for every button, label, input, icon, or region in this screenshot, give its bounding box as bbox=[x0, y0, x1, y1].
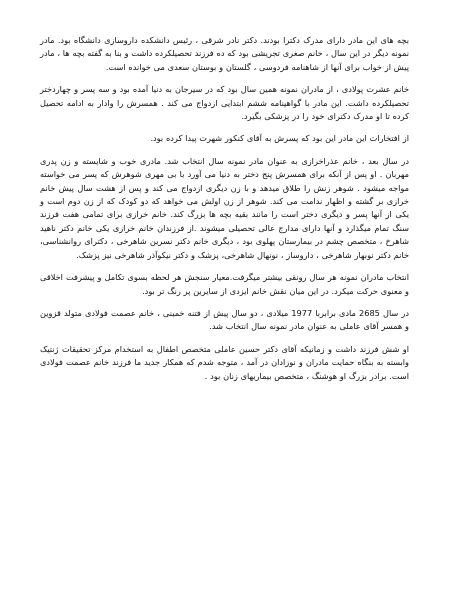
paragraph-5: انتخاب مادران نمونه هر سال رونقی بیشتر میگرفت.معیار سنجش هر لحظه بسوی تکامل و پیشرفت اخلاقی و معنوی حرکت میکرد. در این میان نقش خانم ایزدی از سایرین پر رنگ تر بود. bbox=[40, 272, 409, 296]
paragraph-4: در سال بعد ، خانم عذراخرازی به عنوان مادر نمونه سال انتخاب شد. مادری خوب و شایسته و زن پدری مهربان . او پس از آنکه برای همسرش پنج دختر به دنیا می آورد با بی مهری شوهرش که پسر می خواسته مواجه میشود . شوهر زنش را طلاق میدهد و با زن دیگری ازدواج می کند و پس از هشت سال پیش خانم خرازی بر گشته و اظهار ندامت می کند. شوهر از زن اولش می خواهد که دو کودک که از زن دوم است و یکی از آنها پسر و دیگری دختر است را مانند بقیه بچه ها بزرگ کند. خانم خرازی برای تمامی هفت فرزند سنگ تمام میگذارد و آنها دارای مدارج عالی تحصیلی میشوند .از فرزندان خانم خرازی یکی خانم دکتر ناهید شاهرخ ، متخصص چشم در بیمارستان پهلوی بود ، دیگری خانم دکتر نسرین شاهرخی ، دکترای روانشناسی، خانم دکتر نوبهار شاهرخی ، داروساز ، نونهال شاهرخی، پزشک و دکتر نیکوآذر شاهرخی نیز پزشک. bbox=[40, 155, 409, 260]
paragraph-6: در سال 2685 مادی برابربا 1977 میلادی ، دو سال پیش از فتنه خمینی ، خانم عصمت فولادی متولد قزوین و همسر آقای عاملی به عنوان مادر نمونه سال انتخاب شد. bbox=[40, 307, 409, 332]
paragraph-1: بچه های این مادر دارای مدرک دکترا بودند. دکتر نادر شرقی ، رئیس دانشکده داروسازی دانشگاه بود. مادر نمونه دیگر در این سال ، خانم صغری تجریشی بود که ده فرزند تحصیلکرده داشت و بنا به گفته بچه ها ، مادر پیش از خواب برای آنها از شاهنامه فردوسی ، گلستان و بوستان سعدی می خوانده است. bbox=[40, 35, 409, 72]
paragraph-7: او شش فرزند داشت و زمانیکه آقای دکتر حسین عاملی متخصص اطفال به استخدام مرکز تحقیقات ژنتیک وابسته به بنگاه حمایت مادران و نوزادان در آمد ، متوجه شدم که همکار جدید ما فرزند خانم عصمت فولادی است. برادر بزرگ او هوشنگ ، متخصص بیماریهای زنان بود . bbox=[40, 343, 409, 381]
paragraph-3: از افتخارات این مادر این بود که پسرش به آقای کنکور شهرت پیدا کرده بود. bbox=[150, 133, 409, 144]
paragraph-2: خانم عشرت پولادی ، از مادران نمونه همین سال بود که در سیرجان به دنیا آمده بود و سه پسر و چهاردختر تحصیلکرده داشت. این مادر با گواهینامه ششم ابتدایی ازدواج می کند . همسرش را وادار به ادامه تحصیل کرده تا او مدرک دکترای خود را در پزشکی بگیرد. bbox=[40, 84, 409, 122]
